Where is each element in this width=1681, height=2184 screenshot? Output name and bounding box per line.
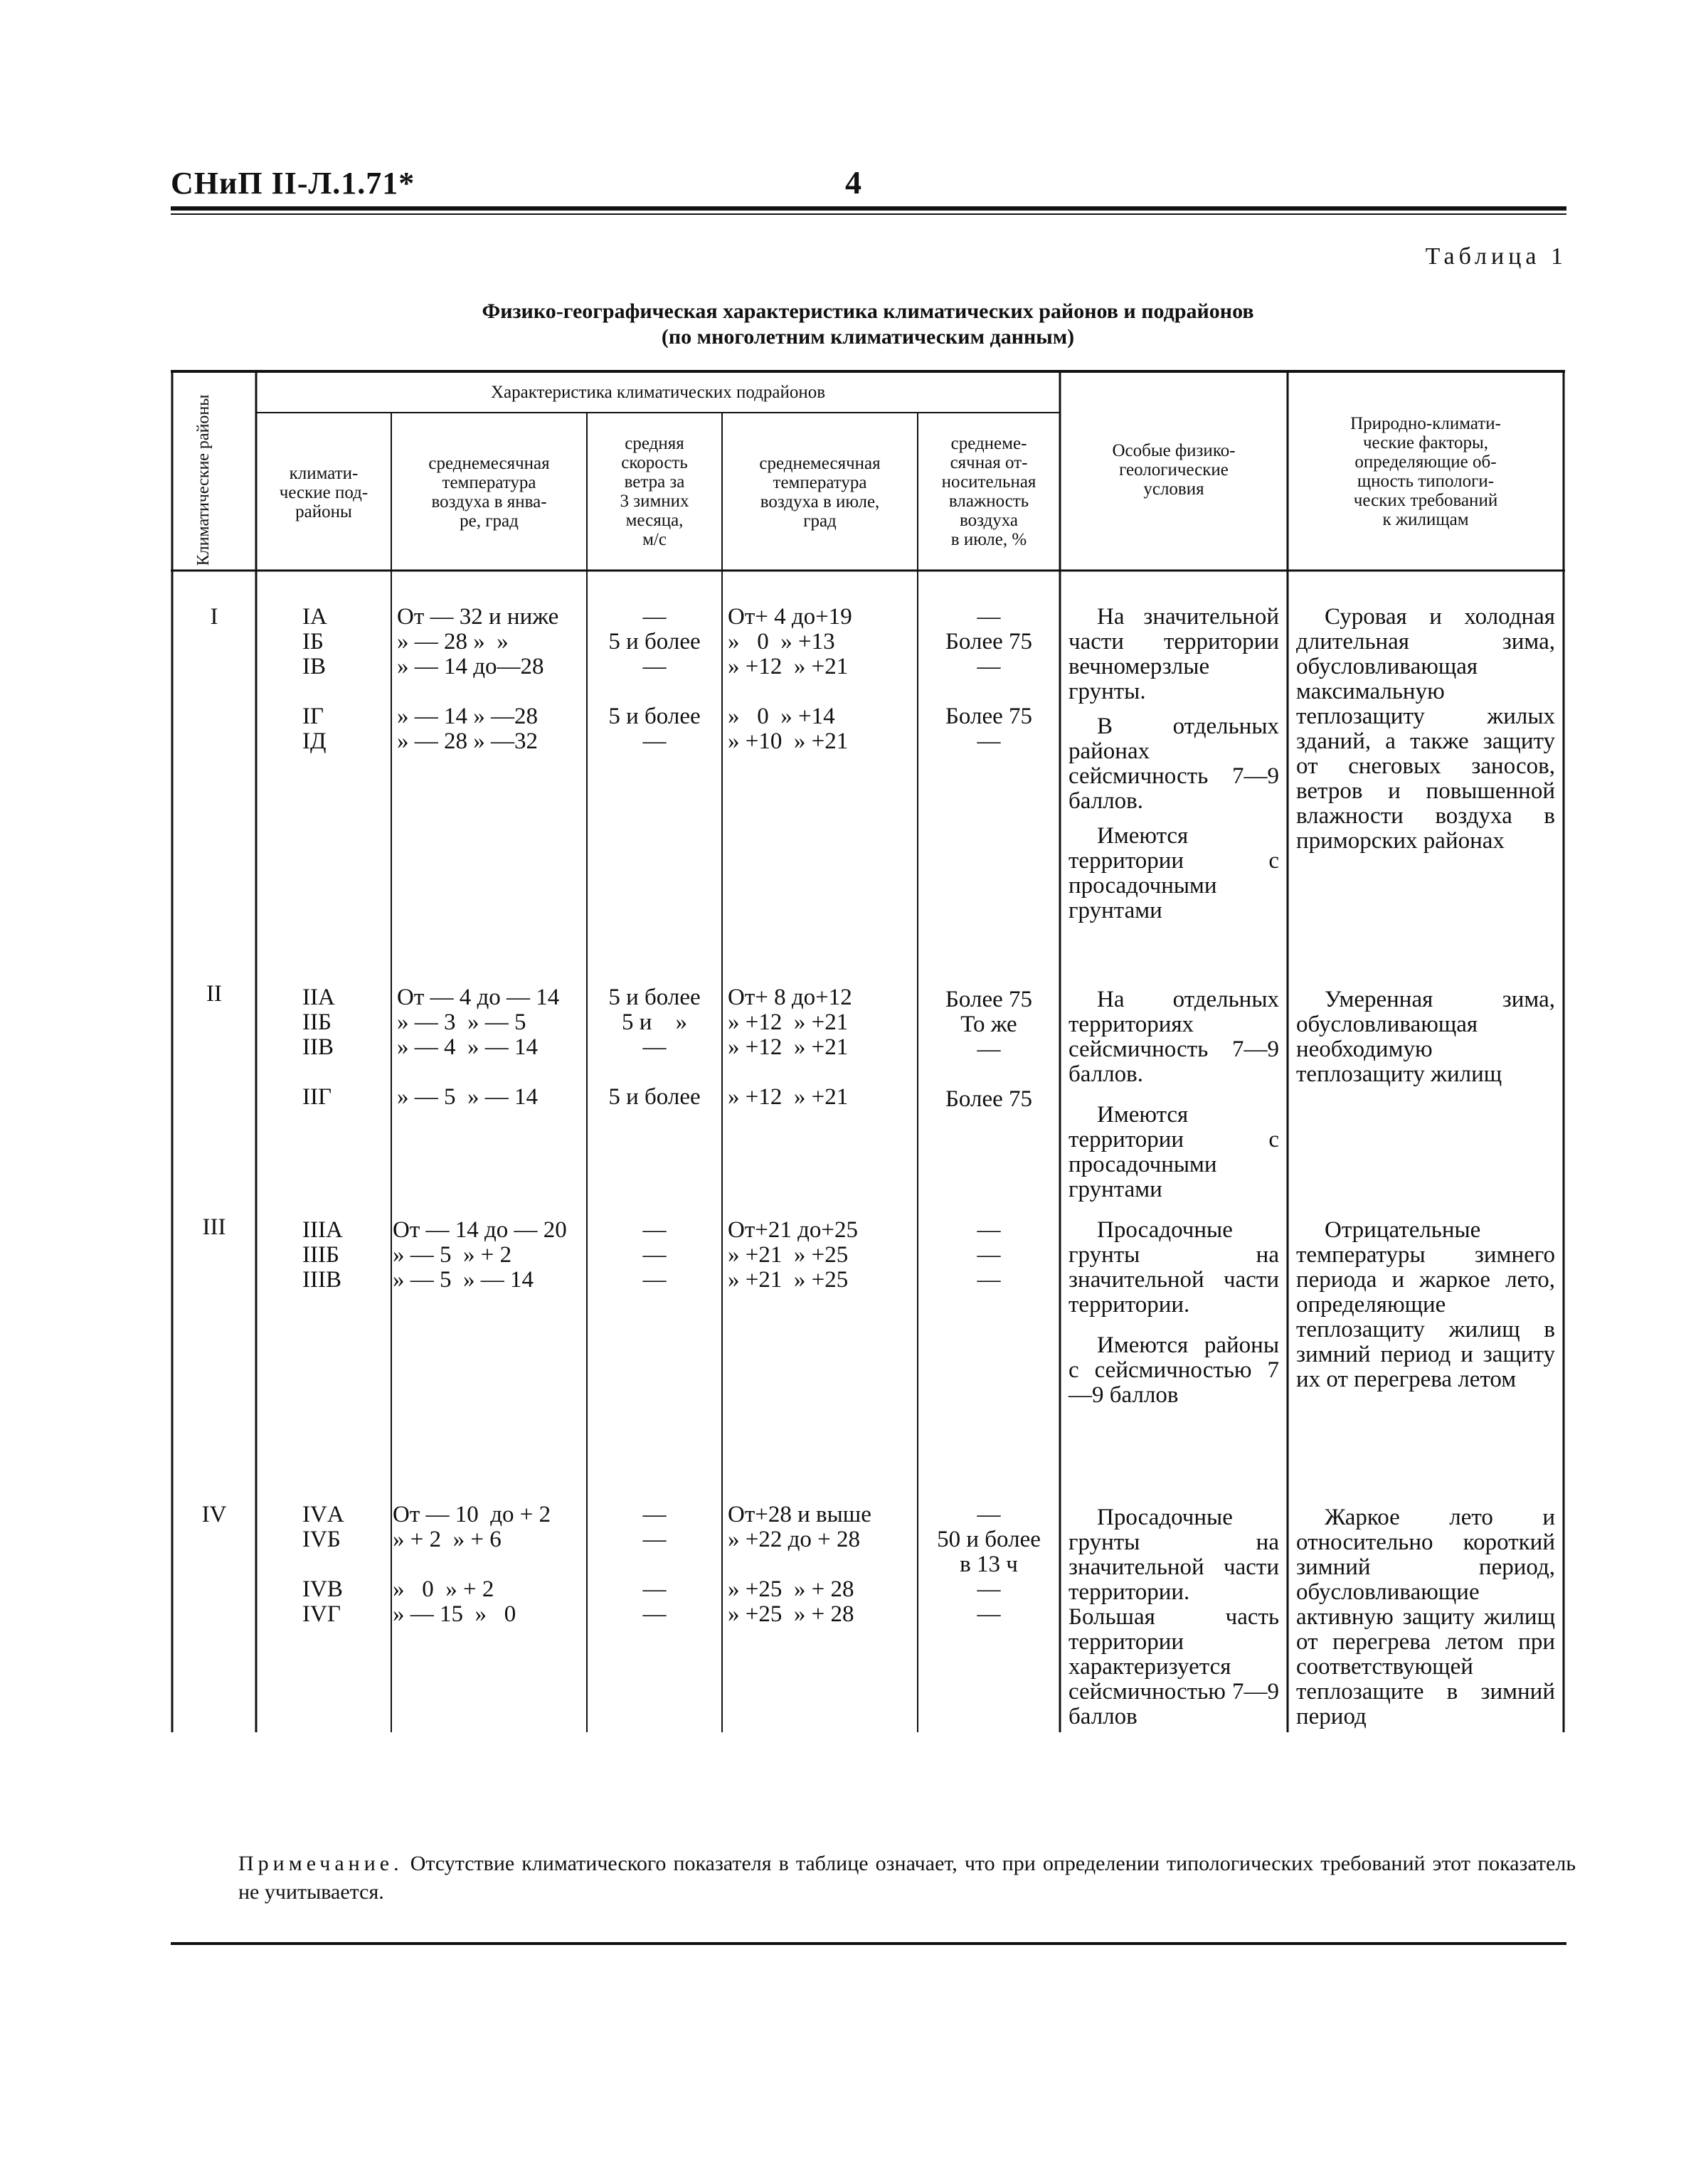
table-subtitle: (по многолетним климатическим данным) [661, 325, 1075, 349]
geo-paragraph: Имеются районы с сейсмичностью 7—9 баллов [1068, 1332, 1279, 1408]
geo-cell [1068, 1505, 1279, 1729]
jan-temp-cell: От — 14 до — 20 » — 5 » + 2 » — 5 » — 14 [393, 1217, 567, 1293]
jan-temp-cell: От — 32 и ниже » — 28 » » » — 14 до—28 » — 14 » —28 » — 28 » —32 [397, 604, 559, 754]
region-cell: IV [201, 1502, 227, 1527]
header-region: Климатические районы [194, 394, 213, 566]
wind-cell: — — — [642, 1217, 667, 1293]
jan-temp-cell: От — 4 до — 14 » — 3 » — 5 » — 4 » — 14 » — 5 » — 14 [397, 985, 560, 1110]
geo-paragraph: Имеются территории с просадочными грунтами [1068, 1102, 1279, 1202]
wind-cell: — 5 и более — 5 и более — [608, 604, 701, 754]
humidity-cell: Более 75 То же — Более 75 [945, 987, 1033, 1112]
header-humidity: среднеме- сячная от- носительная влажность воздуха в июле, % [941, 434, 1036, 549]
header-geo: Особые физико- геологические условия [1112, 441, 1236, 499]
header-factors: Природно-климати- ческие факторы, определяющие об- щность типологи- ческих требований к жилищам [1350, 414, 1501, 529]
header-wind: средняя скорость ветра за 3 зимних месяца, м/с [620, 434, 689, 549]
page-number: 4 [845, 164, 861, 201]
geo-paragraph: Просадочные грунты на значительной части территории. [1068, 1217, 1279, 1318]
region-cell: III [202, 1214, 226, 1240]
footer-rule [171, 1942, 1566, 1945]
jul-temp-cell: От+28 и выше » +22 до + 28 » +25 » + 28 » +25 » + 28 [728, 1502, 871, 1627]
note-label: Примечание. [238, 1852, 403, 1875]
humidity-cell: — — — [977, 1217, 1001, 1293]
geo-cell [1068, 1218, 1279, 1408]
note-text: Отсутствие климатического показателя в таблице означает, что при определении типологических требований этот показатель не учитывается. [238, 1852, 1576, 1904]
geo-paragraph: В отдельных районах сейсмичность 7—9 баллов. [1068, 714, 1279, 814]
factors-cell: Отрицательные температуры зимнего периода и жаркое лето, определяющие теплозащиту жилищ в зимний период и защиту их от перегрева летом [1296, 1217, 1555, 1392]
document-code: СНиП II-Л.1.71* [171, 166, 415, 201]
wind-cell: 5 и более 5 и » — 5 и более [608, 985, 701, 1110]
geo-paragraph: Просадочные грунты на значительной части территории. Большая часть территории характеризуется сейсмичностью 7—9 баллов [1068, 1505, 1279, 1729]
geo-paragraph: На отдельных территориях сейсмичность 7—9 баллов. [1068, 987, 1279, 1087]
header-jan-temp: среднемесячная температура воздуха в янва- ре, град [428, 454, 550, 531]
table-note [238, 1850, 1576, 1907]
humidity-cell: — Более 75 — Более 75 — [945, 604, 1033, 754]
header-subregion-group: Характеристика климатических подрайонов [490, 383, 826, 402]
factors-cell: Суровая и холодная длительная зима, обусловливающая максимальную теплозащиту жилых зданий, а также защиту от снеговых заносов, ветров и повышенной влажности воздуха в приморских районах [1296, 604, 1555, 854]
climate-table [171, 370, 1565, 1732]
jul-temp-cell: От+21 до+25 » +21 » +25 » +21 » +25 [728, 1217, 859, 1293]
subregions-cell: IIА IIБ IIВ IIГ [302, 985, 335, 1110]
geo-paragraph: Имеются территории с просадочными грунтами [1068, 823, 1279, 923]
table-label: Таблица 1 [1425, 243, 1567, 270]
geo-cell [1068, 605, 1279, 923]
header-subregions: климати- ческие под- районы [279, 464, 368, 521]
header-rule [171, 206, 1566, 211]
factors-cell: Жаркое лето и относительно короткий зимний период, обусловливающие активную защиту жилищ от перегрева летом при соответствующей теплозащите в зимний период [1296, 1505, 1555, 1729]
subregions-cell: IА IБ IВ IГ IД [302, 604, 327, 754]
region-cell: I [210, 604, 218, 630]
jul-temp-cell: От+ 4 до+19 » 0 » +13 » +12 » +21 » 0 » +14 » +10 » +21 [728, 604, 852, 754]
jan-temp-cell: От — 10 до + 2 » + 2 » + 6 » 0 » + 2 » — 15 » 0 [393, 1502, 551, 1627]
geo-paragraph: На значительной части территории вечномерзлые грунты. [1068, 604, 1279, 704]
region-cell: II [206, 981, 222, 1007]
humidity-cell: — 50 и более в 13 ч — — [937, 1502, 1041, 1627]
subregions-cell: IVА IVБ IVВ IVГ [302, 1502, 344, 1627]
header-rule-thin [171, 213, 1566, 215]
subregions-cell: IIIА IIIБ IIIВ [302, 1217, 343, 1293]
header-jul-temp: среднемесячная температура воздуха в июле, град [759, 454, 881, 531]
wind-cell: — — — — [642, 1502, 667, 1627]
factors-cell: Умеренная зима, обусловливающая необходимую теплозащиту жилищ [1296, 987, 1555, 1087]
table-title: Физико-географическая характеристика климатических районов и подрайонов [482, 299, 1254, 323]
jul-temp-cell: От+ 8 до+12 » +12 » +21 » +12 » +21 » +12 » +21 [728, 985, 852, 1110]
geo-cell [1068, 987, 1279, 1202]
